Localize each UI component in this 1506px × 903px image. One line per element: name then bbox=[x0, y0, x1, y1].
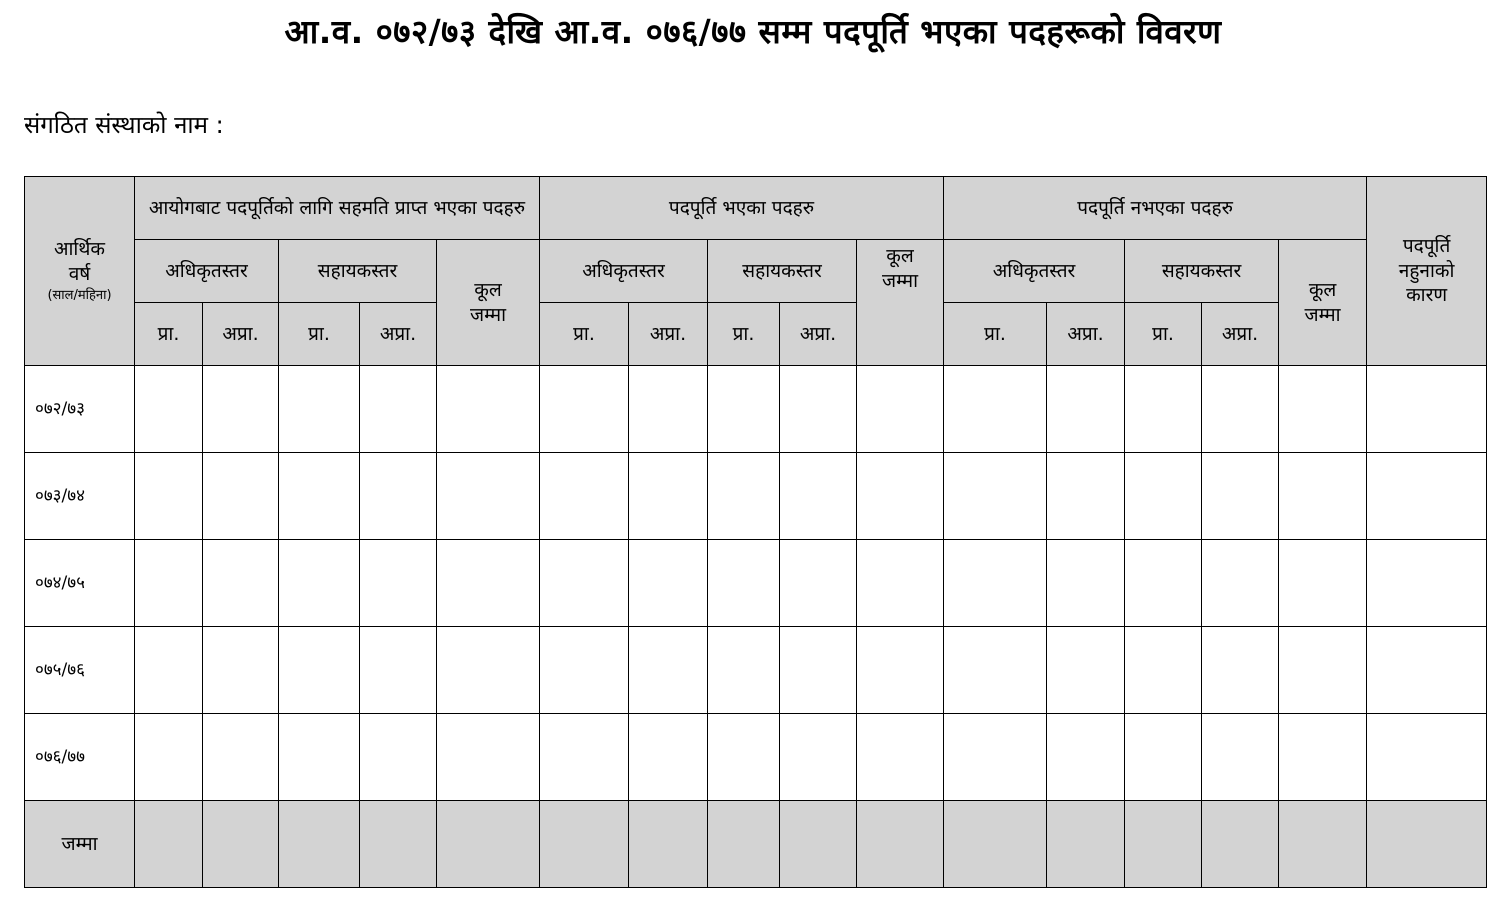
blank-cell bbox=[708, 627, 780, 714]
blank-cell bbox=[857, 366, 944, 453]
blank-cell bbox=[708, 453, 780, 540]
total-blank-cell bbox=[857, 801, 944, 888]
blank-cell bbox=[1125, 714, 1202, 801]
blank-cell bbox=[279, 453, 360, 540]
blank-cell bbox=[708, 366, 780, 453]
blank-cell bbox=[629, 714, 708, 801]
unfilled-assistant-technical: प्रा. bbox=[1125, 303, 1202, 366]
blank-cell bbox=[1047, 453, 1125, 540]
fiscal-year-note: (साल/महिना) bbox=[47, 288, 112, 304]
blank-cell bbox=[1047, 627, 1125, 714]
blank-cell bbox=[360, 366, 437, 453]
consent-assistant-technical: प्रा. bbox=[279, 303, 360, 366]
blank-cell bbox=[1202, 714, 1279, 801]
fiscal-year-cell: ०७२/७३ bbox=[25, 366, 135, 453]
organization-name-label: संगठित संस्थाको नाम : bbox=[24, 111, 224, 139]
total-blank-cell bbox=[540, 801, 629, 888]
blank-cell bbox=[540, 540, 629, 627]
fiscal-year-cell: ०७३/७४ bbox=[25, 453, 135, 540]
blank-cell bbox=[944, 714, 1047, 801]
total-blank-cell bbox=[437, 801, 540, 888]
blank-cell bbox=[1202, 627, 1279, 714]
blank-cell bbox=[708, 540, 780, 627]
total-label-cell: जम्मा bbox=[25, 801, 135, 888]
consent-officer-technical: प्रा. bbox=[135, 303, 203, 366]
blank-cell bbox=[540, 627, 629, 714]
blank-cell bbox=[780, 714, 857, 801]
unfilled-officer-header: अधिकृतस्तर bbox=[944, 240, 1125, 303]
blank-cell bbox=[540, 714, 629, 801]
blank-cell bbox=[360, 714, 437, 801]
blank-cell bbox=[1279, 366, 1367, 453]
consent-group-header: आयोगबाट पदपूर्तिको लागि सहमति प्राप्त भएका पदहरु bbox=[135, 177, 540, 240]
unfilled-officer-technical: प्रा. bbox=[944, 303, 1047, 366]
blank-cell bbox=[944, 540, 1047, 627]
blank-cell bbox=[1125, 540, 1202, 627]
filled-officer-technical: प्रा. bbox=[540, 303, 629, 366]
unfilled-officer-nontechnical: अप्रा. bbox=[1047, 303, 1125, 366]
blank-cell bbox=[1202, 540, 1279, 627]
table-row bbox=[25, 540, 1487, 627]
total-row bbox=[25, 801, 1487, 888]
blank-cell bbox=[780, 627, 857, 714]
page-title: आ.व. ०७२/७३ देखि आ.व. ०७६/७७ सम्म पदपूर्ति भएका पदहरूको विवरण bbox=[284, 12, 1222, 51]
blank-cell bbox=[780, 453, 857, 540]
blank-cell bbox=[1047, 366, 1125, 453]
filled-assistant-technical: प्रा. bbox=[708, 303, 780, 366]
total-blank-cell bbox=[1367, 801, 1487, 888]
unfilled-assistant-nontechnical: अप्रा. bbox=[1202, 303, 1279, 366]
blank-cell bbox=[135, 627, 203, 714]
reason-header: पदपूर्ति नहुनाको कारण bbox=[1367, 177, 1487, 366]
total-blank-cell bbox=[203, 801, 279, 888]
blank-cell bbox=[135, 453, 203, 540]
consent-officer-header: अधिकृतस्तर bbox=[135, 240, 279, 303]
blank-cell bbox=[437, 714, 540, 801]
blank-cell bbox=[629, 540, 708, 627]
recruitment-table bbox=[24, 176, 1487, 888]
blank-cell bbox=[540, 453, 629, 540]
blank-cell bbox=[360, 540, 437, 627]
blank-cell bbox=[1279, 540, 1367, 627]
table-row bbox=[25, 366, 1487, 453]
total-blank-cell bbox=[708, 801, 780, 888]
filled-group-header: पदपूर्ति भएका पदहरु bbox=[540, 177, 944, 240]
header-row-1 bbox=[25, 177, 1487, 240]
blank-cell bbox=[437, 540, 540, 627]
filled-assistant-nontechnical: अप्रा. bbox=[780, 303, 857, 366]
blank-cell bbox=[279, 366, 360, 453]
blank-cell bbox=[1279, 453, 1367, 540]
blank-cell bbox=[1367, 540, 1487, 627]
fiscal-year-cell: ०७६/७७ bbox=[25, 714, 135, 801]
consent-assistant-header: सहायकस्तर bbox=[279, 240, 437, 303]
total-blank-cell bbox=[1202, 801, 1279, 888]
total-blank-cell bbox=[629, 801, 708, 888]
filled-officer-nontechnical: अप्रा. bbox=[629, 303, 708, 366]
table-row bbox=[25, 627, 1487, 714]
unfilled-total-header: कूल जम्मा bbox=[1279, 240, 1367, 366]
blank-cell bbox=[1047, 540, 1125, 627]
total-blank-cell bbox=[1125, 801, 1202, 888]
blank-cell bbox=[1202, 366, 1279, 453]
fiscal-year-header: आर्थिक वर्ष (साल/महिना) bbox=[25, 177, 135, 366]
header-row-3 bbox=[25, 303, 1487, 366]
blank-cell bbox=[629, 366, 708, 453]
fiscal-year-cell: ०७५/७६ bbox=[25, 627, 135, 714]
blank-cell bbox=[203, 453, 279, 540]
blank-cell bbox=[1367, 366, 1487, 453]
blank-cell bbox=[1367, 627, 1487, 714]
total-blank-cell bbox=[1279, 801, 1367, 888]
blank-cell bbox=[1367, 453, 1487, 540]
total-blank-cell bbox=[1047, 801, 1125, 888]
blank-cell bbox=[857, 714, 944, 801]
blank-cell bbox=[780, 540, 857, 627]
blank-cell bbox=[360, 453, 437, 540]
blank-cell bbox=[944, 453, 1047, 540]
blank-cell bbox=[944, 627, 1047, 714]
total-blank-cell bbox=[360, 801, 437, 888]
blank-cell bbox=[857, 627, 944, 714]
blank-cell bbox=[1125, 453, 1202, 540]
blank-cell bbox=[1125, 366, 1202, 453]
consent-assistant-nontechnical: अप्रा. bbox=[360, 303, 437, 366]
blank-cell bbox=[780, 366, 857, 453]
blank-cell bbox=[1125, 627, 1202, 714]
blank-cell bbox=[135, 714, 203, 801]
total-blank-cell bbox=[279, 801, 360, 888]
blank-cell bbox=[203, 540, 279, 627]
blank-cell bbox=[1279, 627, 1367, 714]
blank-cell bbox=[279, 627, 360, 714]
consent-officer-nontechnical: अप्रा. bbox=[203, 303, 279, 366]
table-row bbox=[25, 453, 1487, 540]
blank-cell bbox=[437, 366, 540, 453]
blank-cell bbox=[360, 627, 437, 714]
blank-cell bbox=[437, 627, 540, 714]
blank-cell bbox=[857, 453, 944, 540]
table-body bbox=[25, 366, 1487, 888]
fiscal-year-cell: ०७४/७५ bbox=[25, 540, 135, 627]
blank-cell bbox=[1202, 453, 1279, 540]
blank-cell bbox=[629, 627, 708, 714]
blank-cell bbox=[944, 366, 1047, 453]
blank-cell bbox=[135, 540, 203, 627]
consent-total-header: कूल जम्मा bbox=[437, 240, 540, 366]
blank-cell bbox=[1047, 714, 1125, 801]
total-blank-cell bbox=[780, 801, 857, 888]
filled-officer-header: अधिकृतस्तर bbox=[540, 240, 708, 303]
blank-cell bbox=[203, 366, 279, 453]
table-row bbox=[25, 714, 1487, 801]
blank-cell bbox=[1279, 714, 1367, 801]
blank-cell bbox=[203, 627, 279, 714]
unfilled-group-header: पदपूर्ति नभएका पदहरु bbox=[944, 177, 1367, 240]
blank-cell bbox=[203, 714, 279, 801]
blank-cell bbox=[540, 366, 629, 453]
blank-cell bbox=[437, 453, 540, 540]
filled-total-header: कूल जम्मा bbox=[857, 240, 944, 366]
blank-cell bbox=[629, 453, 708, 540]
blank-cell bbox=[279, 540, 360, 627]
unfilled-assistant-header: सहायकस्तर bbox=[1125, 240, 1279, 303]
header-row-2 bbox=[25, 240, 1487, 303]
blank-cell bbox=[135, 366, 203, 453]
filled-assistant-header: सहायकस्तर bbox=[708, 240, 857, 303]
total-blank-cell bbox=[135, 801, 203, 888]
blank-cell bbox=[1367, 714, 1487, 801]
blank-cell bbox=[708, 714, 780, 801]
blank-cell bbox=[279, 714, 360, 801]
total-blank-cell bbox=[944, 801, 1047, 888]
blank-cell bbox=[857, 540, 944, 627]
